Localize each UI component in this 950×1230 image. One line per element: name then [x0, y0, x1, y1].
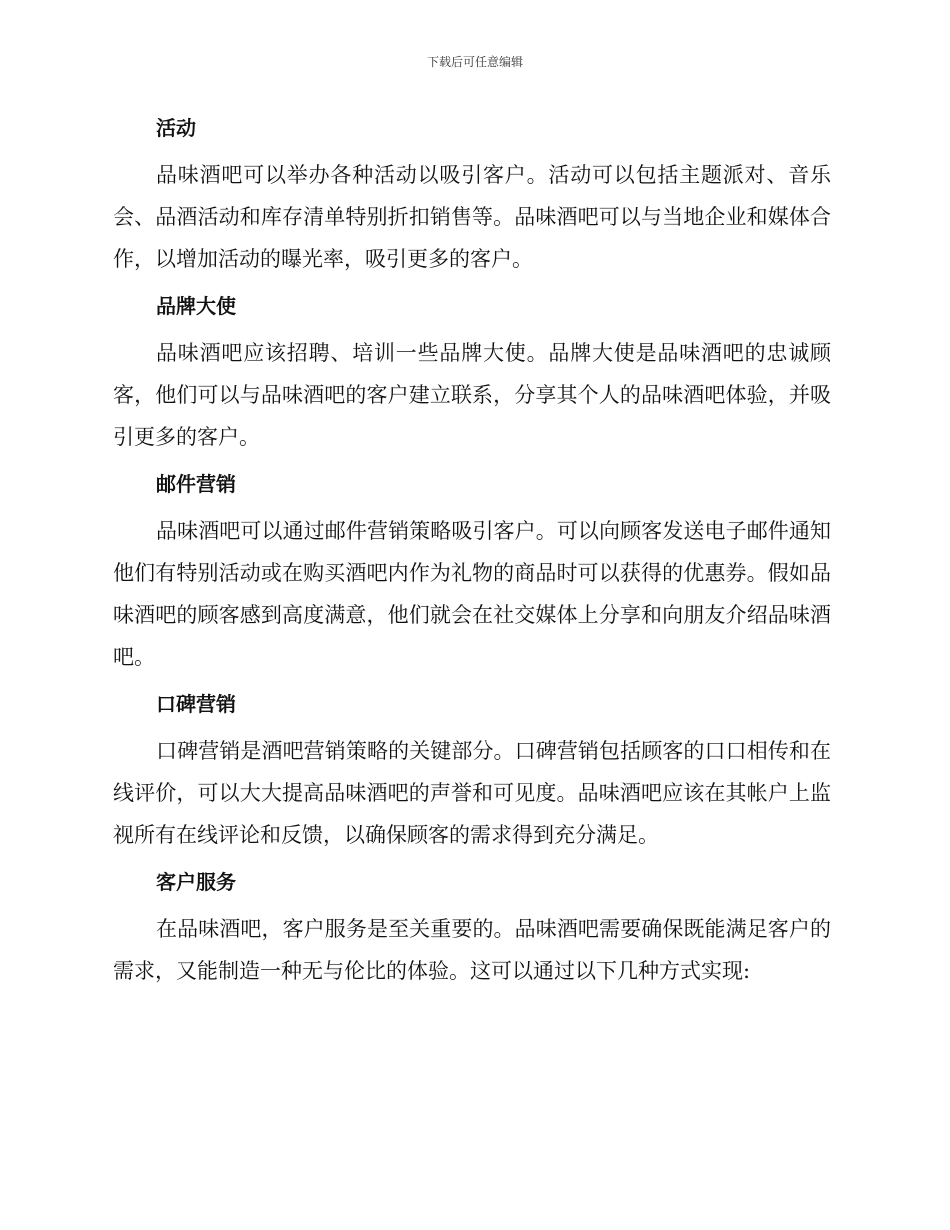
section-heading-email-marketing: 邮件营销 [156, 472, 236, 496]
section-body-word-of-mouth: 口碑营销是酒吧营销策略的关键部分。口碑营销包括顾客的口口相传和在线评价，可以大大提高品味酒吧的声誉和可见度。品味酒吧应该在其帐户上监视所有在线评论和反馈，以确保顾客的需求得到充分满足。 [113, 739, 831, 847]
section-body-brand-ambassadors: 品味酒吧应该招聘、培训一些品牌大使。品牌大使是品味酒吧的忠诚顾客，他们可以与品味酒吧的客户建立联系，分享其个人的品味酒吧体验，并吸引更多的客户。 [113, 341, 831, 449]
section-heading-activities: 活动 [156, 116, 196, 140]
document-body [113, 108, 831, 998]
section-body-email-marketing: 品味酒吧可以通过邮件营销策略吸引客户。可以向顾客发送电子邮件通知他们有特别活动或在购买酒吧内作为礼物的商品时可以获得的优惠券。假如品味酒吧的顾客感到高度满意，他们就会在社交媒体上分享和向朋友介绍品味酒吧。 [113, 519, 831, 669]
page-header: 下载后可任意编辑 [426, 55, 523, 69]
section-body-customer-service: 在品味酒吧，客户服务是至关重要的。品味酒吧需要确保既能满足客户的需求，又能制造一种无与伦比的体验。这可以通过以下几种方式实现: [113, 917, 831, 983]
section-heading-brand-ambassadors: 品牌大使 [156, 294, 236, 318]
section-heading-customer-service: 客户服务 [156, 870, 236, 894]
section-heading-word-of-mouth: 口碑营销 [156, 692, 236, 716]
section-body-activities: 品味酒吧可以举办各种活动以吸引客户。活动可以包括主题派对、音乐会、品酒活动和库存清单特别折扣销售等。品味酒吧可以与当地企业和媒体合作，以增加活动的曝光率，吸引更多的客户。 [113, 163, 831, 271]
